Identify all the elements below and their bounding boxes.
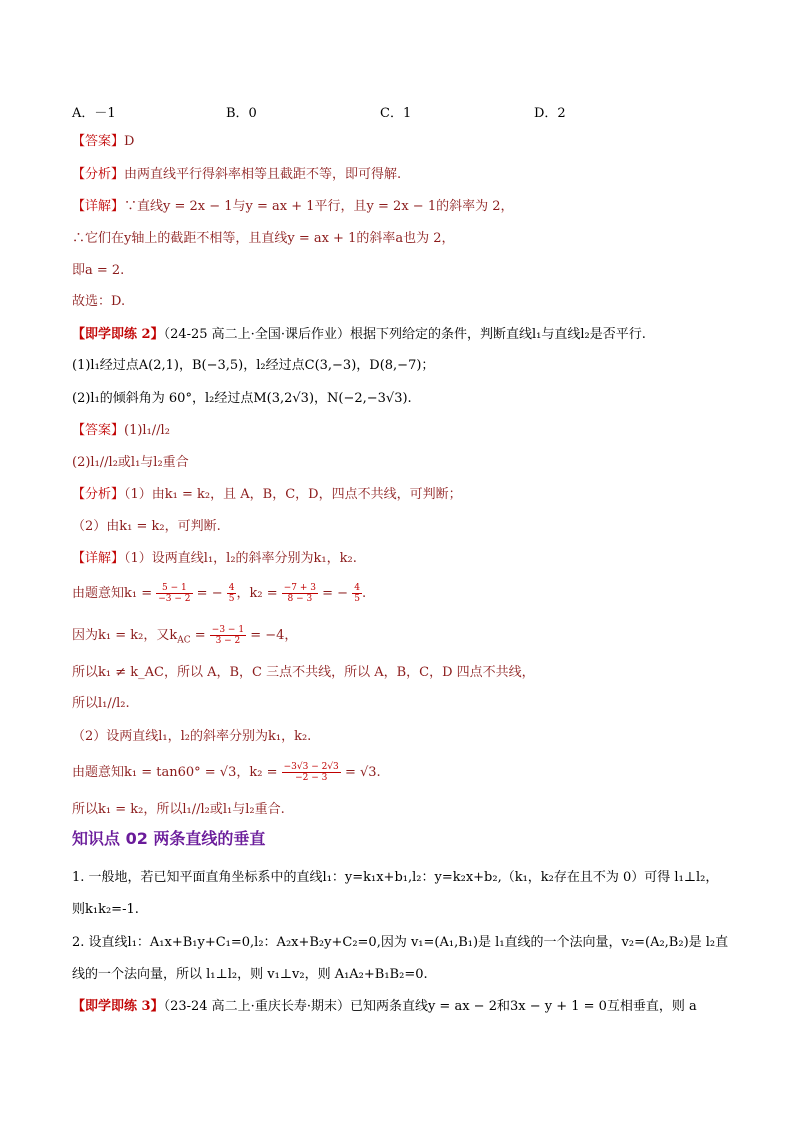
detail2-prefix: 由题意知k₁ = [72, 586, 153, 601]
q1-detail-line3: 即a = 2. [72, 263, 125, 278]
fraction-denominator: 5 [354, 594, 360, 604]
detail-text: ∵直线y = 2x − 1与y = ax + 1平行，且y = 2x − 1的斜率为 2， [124, 199, 514, 214]
option-a: A．－1 [72, 106, 116, 121]
answer-label: 【答案】 [72, 423, 125, 438]
q2-analysis-line [72, 485, 462, 505]
option-b: B．0 [226, 106, 257, 121]
q2-detail-line6: （2）设两直线l₁，l₂的斜率分别为k₁，k₂. [72, 729, 312, 744]
option-c: C．1 [380, 106, 412, 121]
fraction [210, 625, 246, 646]
fraction [227, 583, 237, 604]
fraction-numerator: −3√3 − 2√3 [283, 762, 339, 772]
q2-part2: (2)l₁的倾斜角为 60°，l₂经过点M(3,2√3)，N(−2,−3√3). [72, 391, 412, 406]
q2-source: （24-25 高二上·全国·课后作业）根据下列给定的条件，判断直线l₁与直线l₂是否平行. [163, 327, 646, 342]
q2-detail-line2 [72, 583, 366, 604]
fraction-denominator: 8 − 3 [287, 594, 313, 604]
fraction-denominator: −3 − 2 [158, 594, 191, 604]
fraction [352, 583, 362, 604]
q2-detail-line1 [72, 549, 357, 569]
detail7-end: = √3. [344, 765, 381, 780]
section-p2a: 2. 设直线l₁：A₁x+B₁y+C₁=0,l₂：A₂x+B₂y+C₂=0,因为 v₁=(A₁,B₁)是 l₁直线的一个法向量，v₂=(A₂,B₂)是 l₂直 [72, 935, 729, 950]
fraction-numerator: −7 + 3 [283, 583, 316, 593]
q2-detail-line5: 所以l₁//l₂. [72, 696, 130, 711]
analysis-label: 【分析】 [72, 167, 125, 182]
section-p1a: 1. 一般地，若已知平面直角坐标系中的直线l₁：y=k₁x+b₁,l₂：y=k₂x+b₂,（k₁，k₂存在且不为 0）可得 l₁⊥l₂， [72, 870, 719, 885]
q2-detail-line3 [72, 625, 297, 651]
detail-1: （1）设两直线l₁，l₂的斜率分别为k₁，k₂. [124, 551, 357, 566]
section-heading: 知识点 02 两条直线的垂直 [72, 829, 266, 848]
fraction [156, 583, 192, 604]
detail2-k2: ，k₂ = [236, 586, 278, 601]
analysis-label: 【分析】 [72, 487, 125, 502]
q2-label: 【即学即练 2】 [72, 327, 164, 342]
answer-label: 【答案】 [72, 134, 125, 149]
q3-text: （23-24 高二上·重庆长寿·期末）已知两条直线y = ax − 2和3x − y + 1 = 0互相垂直，则 a [163, 999, 697, 1014]
detail-label: 【详解】 [72, 199, 125, 214]
q3-line [72, 997, 697, 1017]
fraction-denominator: 3 − 2 [215, 636, 241, 646]
analysis-1: （1）由k₁ = k₂，且 A，B，C，D，四点不共线，可判断； [124, 487, 462, 502]
q3-label: 【即学即练 3】 [72, 999, 164, 1014]
section-p2b: 线的一个法向量，所以 l₁⊥l₂，则 v₁⊥v₂，则 A₁A₂+B₁B₂=0. [72, 967, 428, 982]
detail3-prefix: 因为k₁ = k₂，又k [72, 628, 178, 643]
fraction-numerator: −3 − 1 [211, 625, 245, 635]
option-d: D．2 [534, 106, 566, 121]
q2-part1: (1)l₁经过点A(2,1)，B(−3,5)，l₂经过点C(3,−3)，D(8,−7)； [72, 358, 435, 373]
detail3-end: = −4， [250, 628, 298, 643]
fraction-numerator: 5 − 1 [156, 583, 192, 594]
fraction-denominator: 5 [228, 594, 235, 604]
fraction-numerator: 4 [228, 583, 235, 593]
q2-detail-line7 [72, 762, 381, 783]
q1-answer-line [72, 132, 134, 152]
detail-label: 【详解】 [72, 551, 125, 566]
q1-analysis-line [72, 165, 401, 185]
q1-detail-line2: ∴它们在y轴上的截距不相等，且直线y = ax + 1的斜率a也为 2， [72, 231, 455, 246]
q2-detail-line8: 所以k₁ = k₂，所以l₁//l₂或l₁与l₂重合. [72, 802, 285, 817]
detail7-prefix: 由题意知k₁ = tan60° = √3，k₂ = [72, 765, 278, 780]
q1-detail-line1 [72, 197, 514, 217]
fraction-denominator: −2 − 3 [295, 773, 328, 783]
answer-1: (1)l₁//l₂ [124, 423, 170, 438]
answer-value: D [124, 134, 135, 149]
q1-choice: 故选：D. [72, 294, 126, 309]
q2-detail-line4: 所以k₁ ≠ k_AC，所以 A，B，C 三点不共线，所以 A，B，C，D 四点不共线， [72, 665, 535, 680]
q2-title-line [72, 325, 646, 345]
fraction [282, 583, 318, 604]
q2-answer-2: (2)l₁//l₂或l₁与l₂重合 [72, 455, 189, 470]
q2-answer-line [72, 421, 170, 441]
detail2-tail: . [361, 586, 367, 601]
analysis-text: 由两直线平行得斜率相等且截距不等，即可得解. [124, 167, 402, 182]
detail2-end: = − [322, 586, 349, 601]
section-p1b: 则k₁k₂=-1. [72, 902, 139, 917]
detail3-sub: AC [177, 635, 191, 646]
detail2-mid: = − [196, 586, 223, 601]
q2-analysis-2: （2）由k₁ = k₂，可判断. [72, 519, 221, 534]
detail3-eq: = [194, 628, 206, 643]
fraction-numerator: 4 [354, 583, 360, 593]
fraction [282, 762, 341, 783]
